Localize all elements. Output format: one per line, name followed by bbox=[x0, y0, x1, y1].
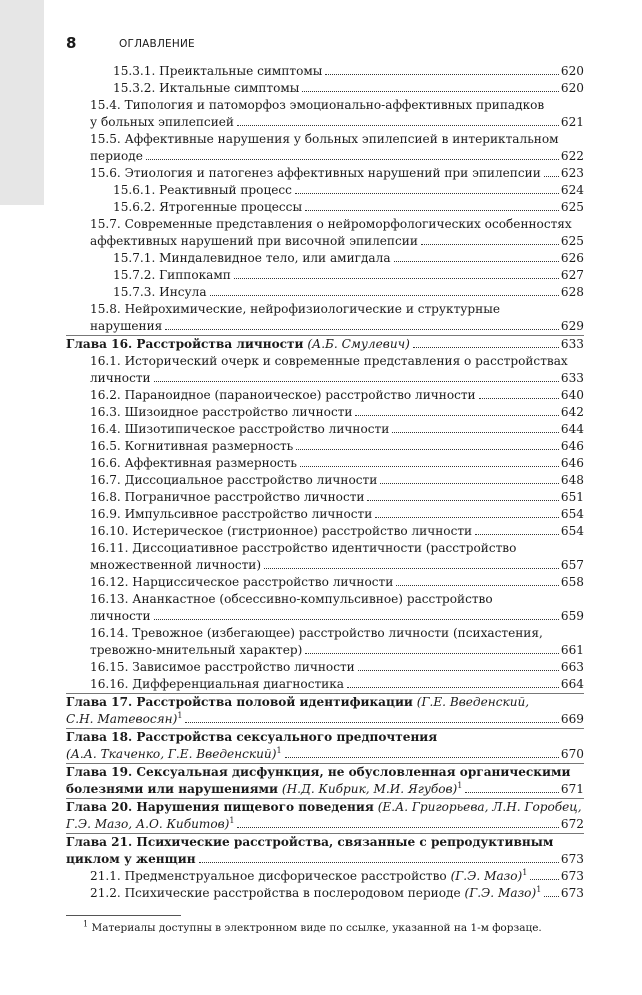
footnote-ref: 1 bbox=[229, 815, 235, 825]
dot-leader bbox=[295, 193, 559, 194]
entry-text: 16.11. Диссоциативное расстройство идентичности (расстройство bbox=[90, 541, 517, 555]
toc-entry bbox=[66, 506, 584, 523]
toc-entry bbox=[66, 131, 584, 165]
entry-text: 16.5. Когнитивная размерность bbox=[90, 439, 294, 453]
entry-text: 16.4. Шизотипическое расстройство личности bbox=[90, 422, 390, 436]
page-ref: 642 bbox=[560, 405, 584, 419]
page-ref: 654 bbox=[560, 524, 584, 538]
toc-entry bbox=[66, 540, 584, 574]
dot-leader bbox=[396, 585, 559, 586]
entry-text: 16.12. Нарциссическое расстройство личности bbox=[90, 575, 394, 589]
entry-text: нарушения bbox=[90, 319, 163, 333]
page-ref: 625 bbox=[560, 200, 584, 214]
toc-entry bbox=[66, 63, 584, 80]
page-ref: 659 bbox=[560, 609, 584, 623]
toc-entry bbox=[66, 438, 584, 455]
entry-text: 16.16. Дифференциальная диагностика bbox=[90, 677, 344, 691]
entry-text: 16.8. Пограничное расстройство личности bbox=[90, 490, 365, 504]
entry-text: 15.3.1. Преиктальные симптомы bbox=[113, 64, 323, 78]
chapter-entry bbox=[66, 693, 584, 728]
page-ref: 624 bbox=[560, 183, 584, 197]
chapter-authors: (А.Б. Смулевич) bbox=[307, 337, 410, 351]
dot-leader bbox=[544, 896, 559, 897]
dot-leader bbox=[154, 381, 559, 382]
dot-leader bbox=[392, 432, 559, 433]
entry-text: тревожно-мнительный характер) bbox=[90, 643, 303, 657]
entry-authors: (Г.Э. Мазо) bbox=[464, 886, 537, 900]
page-number: 8 bbox=[66, 34, 77, 52]
toc-entry bbox=[66, 574, 584, 591]
page-ref: 620 bbox=[560, 64, 584, 78]
dot-leader bbox=[305, 210, 559, 211]
toc-entry bbox=[66, 199, 584, 216]
footnote-mark: 1 bbox=[83, 919, 89, 929]
chapter-authors: (Г.Е. Введенский, bbox=[416, 695, 530, 709]
entry-text: 15.6.2. Ятрогенные процессы bbox=[113, 200, 303, 214]
toc-entry bbox=[66, 182, 584, 199]
page-ref: 627 bbox=[560, 268, 584, 282]
page-ref: 622 bbox=[560, 149, 584, 163]
entry-text: 16.13. Ананкастное (обсессивно-компульсивное) расстройство bbox=[90, 592, 493, 606]
entry-text: 16.3. Шизоидное расстройство личности bbox=[90, 405, 353, 419]
entry-text: 21.1. Предменструальное дисфорическое расстройство bbox=[90, 869, 447, 883]
toc-entry bbox=[66, 216, 584, 250]
entry-text: аффективных нарушений при височной эпилепсии bbox=[90, 234, 418, 248]
entry-text: 16.9. Импульсивное расстройство личности bbox=[90, 507, 373, 521]
footnote-separator bbox=[66, 915, 181, 916]
chapter-title-cont: циклом у женщин bbox=[66, 852, 196, 866]
entry-authors: (Г.Э. Мазо) bbox=[450, 869, 523, 883]
toc-entry bbox=[66, 80, 584, 97]
page-gutter-shading bbox=[0, 0, 44, 205]
chapter-title: Глава 20. Нарушения пищевого поведения bbox=[66, 800, 374, 814]
dot-leader bbox=[234, 278, 559, 279]
entry-text: 16.2. Параноидное (параноическое) расстройство личности bbox=[90, 388, 476, 402]
chapter-title: Глава 17. Расстройства половой идентификации bbox=[66, 695, 413, 709]
chapter-title: Глава 19. Сексуальная дисфункция, не обусловленная органическими bbox=[66, 765, 571, 779]
page-ref: 664 bbox=[560, 677, 584, 691]
page-ref: 633 bbox=[560, 337, 584, 351]
dot-leader bbox=[355, 415, 558, 416]
dot-leader bbox=[421, 244, 559, 245]
dot-leader bbox=[154, 619, 559, 620]
chapter-title: Глава 16. Расстройства личности bbox=[66, 337, 304, 351]
footnote-ref: 1 bbox=[177, 710, 183, 720]
page-ref: 629 bbox=[560, 319, 584, 333]
chapter-authors: (Е.А. Григорьева, Л.Н. Горобец, bbox=[377, 800, 582, 814]
page-ref: 628 bbox=[560, 285, 584, 299]
entry-text: 15.6.1. Реактивный процесс bbox=[113, 183, 292, 197]
toc-entry bbox=[66, 455, 584, 472]
footnote-ref: 1 bbox=[522, 867, 528, 877]
chapter-entry bbox=[66, 763, 584, 798]
dot-leader bbox=[285, 757, 559, 758]
chapter-entry bbox=[66, 728, 584, 763]
page-ref: 621 bbox=[560, 115, 584, 129]
page-ref: 646 bbox=[560, 456, 584, 470]
toc-entry bbox=[66, 301, 584, 335]
toc-entry bbox=[66, 165, 584, 182]
entry-text: 16.1. Исторический очерк и современные представления о расстройствах bbox=[90, 354, 568, 368]
footnote-ref: 1 bbox=[457, 780, 463, 790]
toc-entry bbox=[66, 353, 584, 387]
entry-text: 15.6. Этиология и патогенез аффективных нарушений при эпилепсии bbox=[90, 166, 541, 180]
entry-text: 15.7. Современные представления о нейроморфологических особенностях bbox=[90, 217, 572, 231]
toc-entry bbox=[66, 523, 584, 540]
page-ref: 657 bbox=[560, 558, 584, 572]
chapter-authors-cont: (А.А. Ткаченко, Г.Е. Введенский) bbox=[66, 747, 277, 761]
dot-leader bbox=[300, 466, 559, 467]
toc-entry bbox=[66, 489, 584, 506]
toc-entry bbox=[66, 885, 584, 902]
dot-leader bbox=[264, 568, 559, 569]
page-ref: 661 bbox=[560, 643, 584, 657]
toc-entry bbox=[66, 404, 584, 421]
entry-text: 15.7.3. Инсула bbox=[113, 285, 207, 299]
dot-leader bbox=[530, 879, 559, 880]
toc-entry bbox=[66, 659, 584, 676]
dot-leader bbox=[237, 125, 559, 126]
dot-leader bbox=[394, 261, 559, 262]
dot-leader bbox=[544, 176, 559, 177]
page-ref: 623 bbox=[560, 166, 584, 180]
dot-leader bbox=[325, 74, 559, 75]
page-ref: 671 bbox=[560, 782, 584, 796]
entry-text: 16.7. Диссоциальное расстройство личности bbox=[90, 473, 378, 487]
toc-entry bbox=[66, 421, 584, 438]
dot-leader bbox=[380, 483, 559, 484]
dot-leader bbox=[367, 500, 558, 501]
entry-text: 15.7.1. Миндалевидное тело, или амигдала bbox=[113, 251, 391, 265]
page-ref: 651 bbox=[560, 490, 584, 504]
dot-leader bbox=[475, 534, 559, 535]
toc-entry bbox=[66, 868, 584, 885]
dot-leader bbox=[358, 670, 559, 671]
page-ref: 673 bbox=[560, 886, 584, 900]
toc-entry bbox=[66, 591, 584, 625]
page-ref: 644 bbox=[560, 422, 584, 436]
toc-entry bbox=[66, 625, 584, 659]
entry-text: 15.4. Типология и патоморфоз эмоционально-аффективных припадков bbox=[90, 98, 545, 112]
toc-entry bbox=[66, 676, 584, 693]
footnote-text: Материалы доступны в электронном виде по ссылке, указанной на 1-м форзаце. bbox=[91, 922, 542, 934]
entry-text: 16.14. Тревожное (избегающее) расстройство личности (психастения, bbox=[90, 626, 543, 640]
dot-leader bbox=[305, 653, 559, 654]
page-ref: 640 bbox=[560, 388, 584, 402]
entry-text: 16.15. Зависимое расстройство личности bbox=[90, 660, 355, 674]
toc-entry bbox=[66, 97, 584, 131]
entry-text: 16.10. Истерическое (гистрионное) расстройство личности bbox=[90, 524, 473, 538]
toc-entry bbox=[66, 472, 584, 489]
entry-text: периоде bbox=[90, 149, 143, 163]
dot-leader bbox=[210, 295, 559, 296]
toc-entry bbox=[66, 387, 584, 404]
page-ref: 670 bbox=[560, 747, 584, 761]
entry-text: личности bbox=[90, 371, 151, 385]
footnote-ref: 1 bbox=[276, 745, 282, 755]
toc-entry bbox=[66, 267, 584, 284]
entry-text: 21.2. Психические расстройства в послеродовом периоде bbox=[90, 886, 461, 900]
page-ref: 658 bbox=[560, 575, 584, 589]
page-ref: 626 bbox=[560, 251, 584, 265]
chapter-title-cont: болезнями или нарушениями bbox=[66, 782, 279, 796]
dot-leader bbox=[146, 159, 559, 160]
dot-leader bbox=[302, 91, 558, 92]
dot-leader bbox=[375, 517, 559, 518]
table-of-contents bbox=[66, 63, 584, 902]
entry-text: у больных эпилепсией bbox=[90, 115, 234, 129]
footnote-ref: 1 bbox=[536, 884, 542, 894]
chapter-title: Глава 21. Психические расстройства, связанные с репродуктивным bbox=[66, 835, 554, 849]
dot-leader bbox=[165, 329, 559, 330]
footnote bbox=[66, 919, 601, 934]
chapter-authors-cont: (Н.Д. Кибрик, М.И. Ягубов) bbox=[281, 782, 458, 796]
page-ref: 673 bbox=[560, 852, 584, 866]
page-ref: 673 bbox=[560, 869, 584, 883]
dot-leader bbox=[296, 449, 559, 450]
chapter-authors-cont: С.Н. Матевосян) bbox=[66, 712, 178, 726]
entry-text: личности bbox=[90, 609, 151, 623]
chapter-entry bbox=[66, 335, 584, 353]
chapter-entry bbox=[66, 798, 584, 833]
toc-entry bbox=[66, 284, 584, 301]
page-ref: 663 bbox=[560, 660, 584, 674]
chapter-authors-cont: Г.Э. Мазо, А.О. Кибитов) bbox=[66, 817, 230, 831]
page-ref: 648 bbox=[560, 473, 584, 487]
chapter-entry bbox=[66, 833, 584, 868]
dot-leader bbox=[199, 862, 559, 863]
page-ref: 633 bbox=[560, 371, 584, 385]
toc-entry bbox=[66, 250, 584, 267]
dot-leader bbox=[185, 722, 558, 723]
running-title: ОГЛАВЛЕНИЕ bbox=[119, 38, 195, 50]
page-ref: 654 bbox=[560, 507, 584, 521]
page-ref: 669 bbox=[560, 712, 584, 726]
dot-leader bbox=[479, 398, 559, 399]
dot-leader bbox=[347, 687, 559, 688]
entry-text: 15.5. Аффективные нарушения у больных эпилепсией в интериктальном bbox=[90, 132, 559, 146]
chapter-title: Глава 18. Расстройства сексуального предпочтения bbox=[66, 730, 438, 744]
dot-leader bbox=[413, 347, 559, 348]
page-ref: 625 bbox=[560, 234, 584, 248]
dot-leader bbox=[465, 792, 559, 793]
dot-leader bbox=[237, 827, 558, 828]
page-ref: 620 bbox=[560, 81, 584, 95]
entry-text: множественной личности) bbox=[90, 558, 262, 572]
page-ref: 672 bbox=[560, 817, 584, 831]
entry-text: 15.3.2. Иктальные симптомы bbox=[113, 81, 300, 95]
entry-text: 15.8. Нейрохимические, нейрофизиологические и структурные bbox=[90, 302, 500, 316]
entry-text: 16.6. Аффективная размерность bbox=[90, 456, 297, 470]
page-ref: 646 bbox=[560, 439, 584, 453]
entry-text: 15.7.2. Гиппокамп bbox=[113, 268, 231, 282]
